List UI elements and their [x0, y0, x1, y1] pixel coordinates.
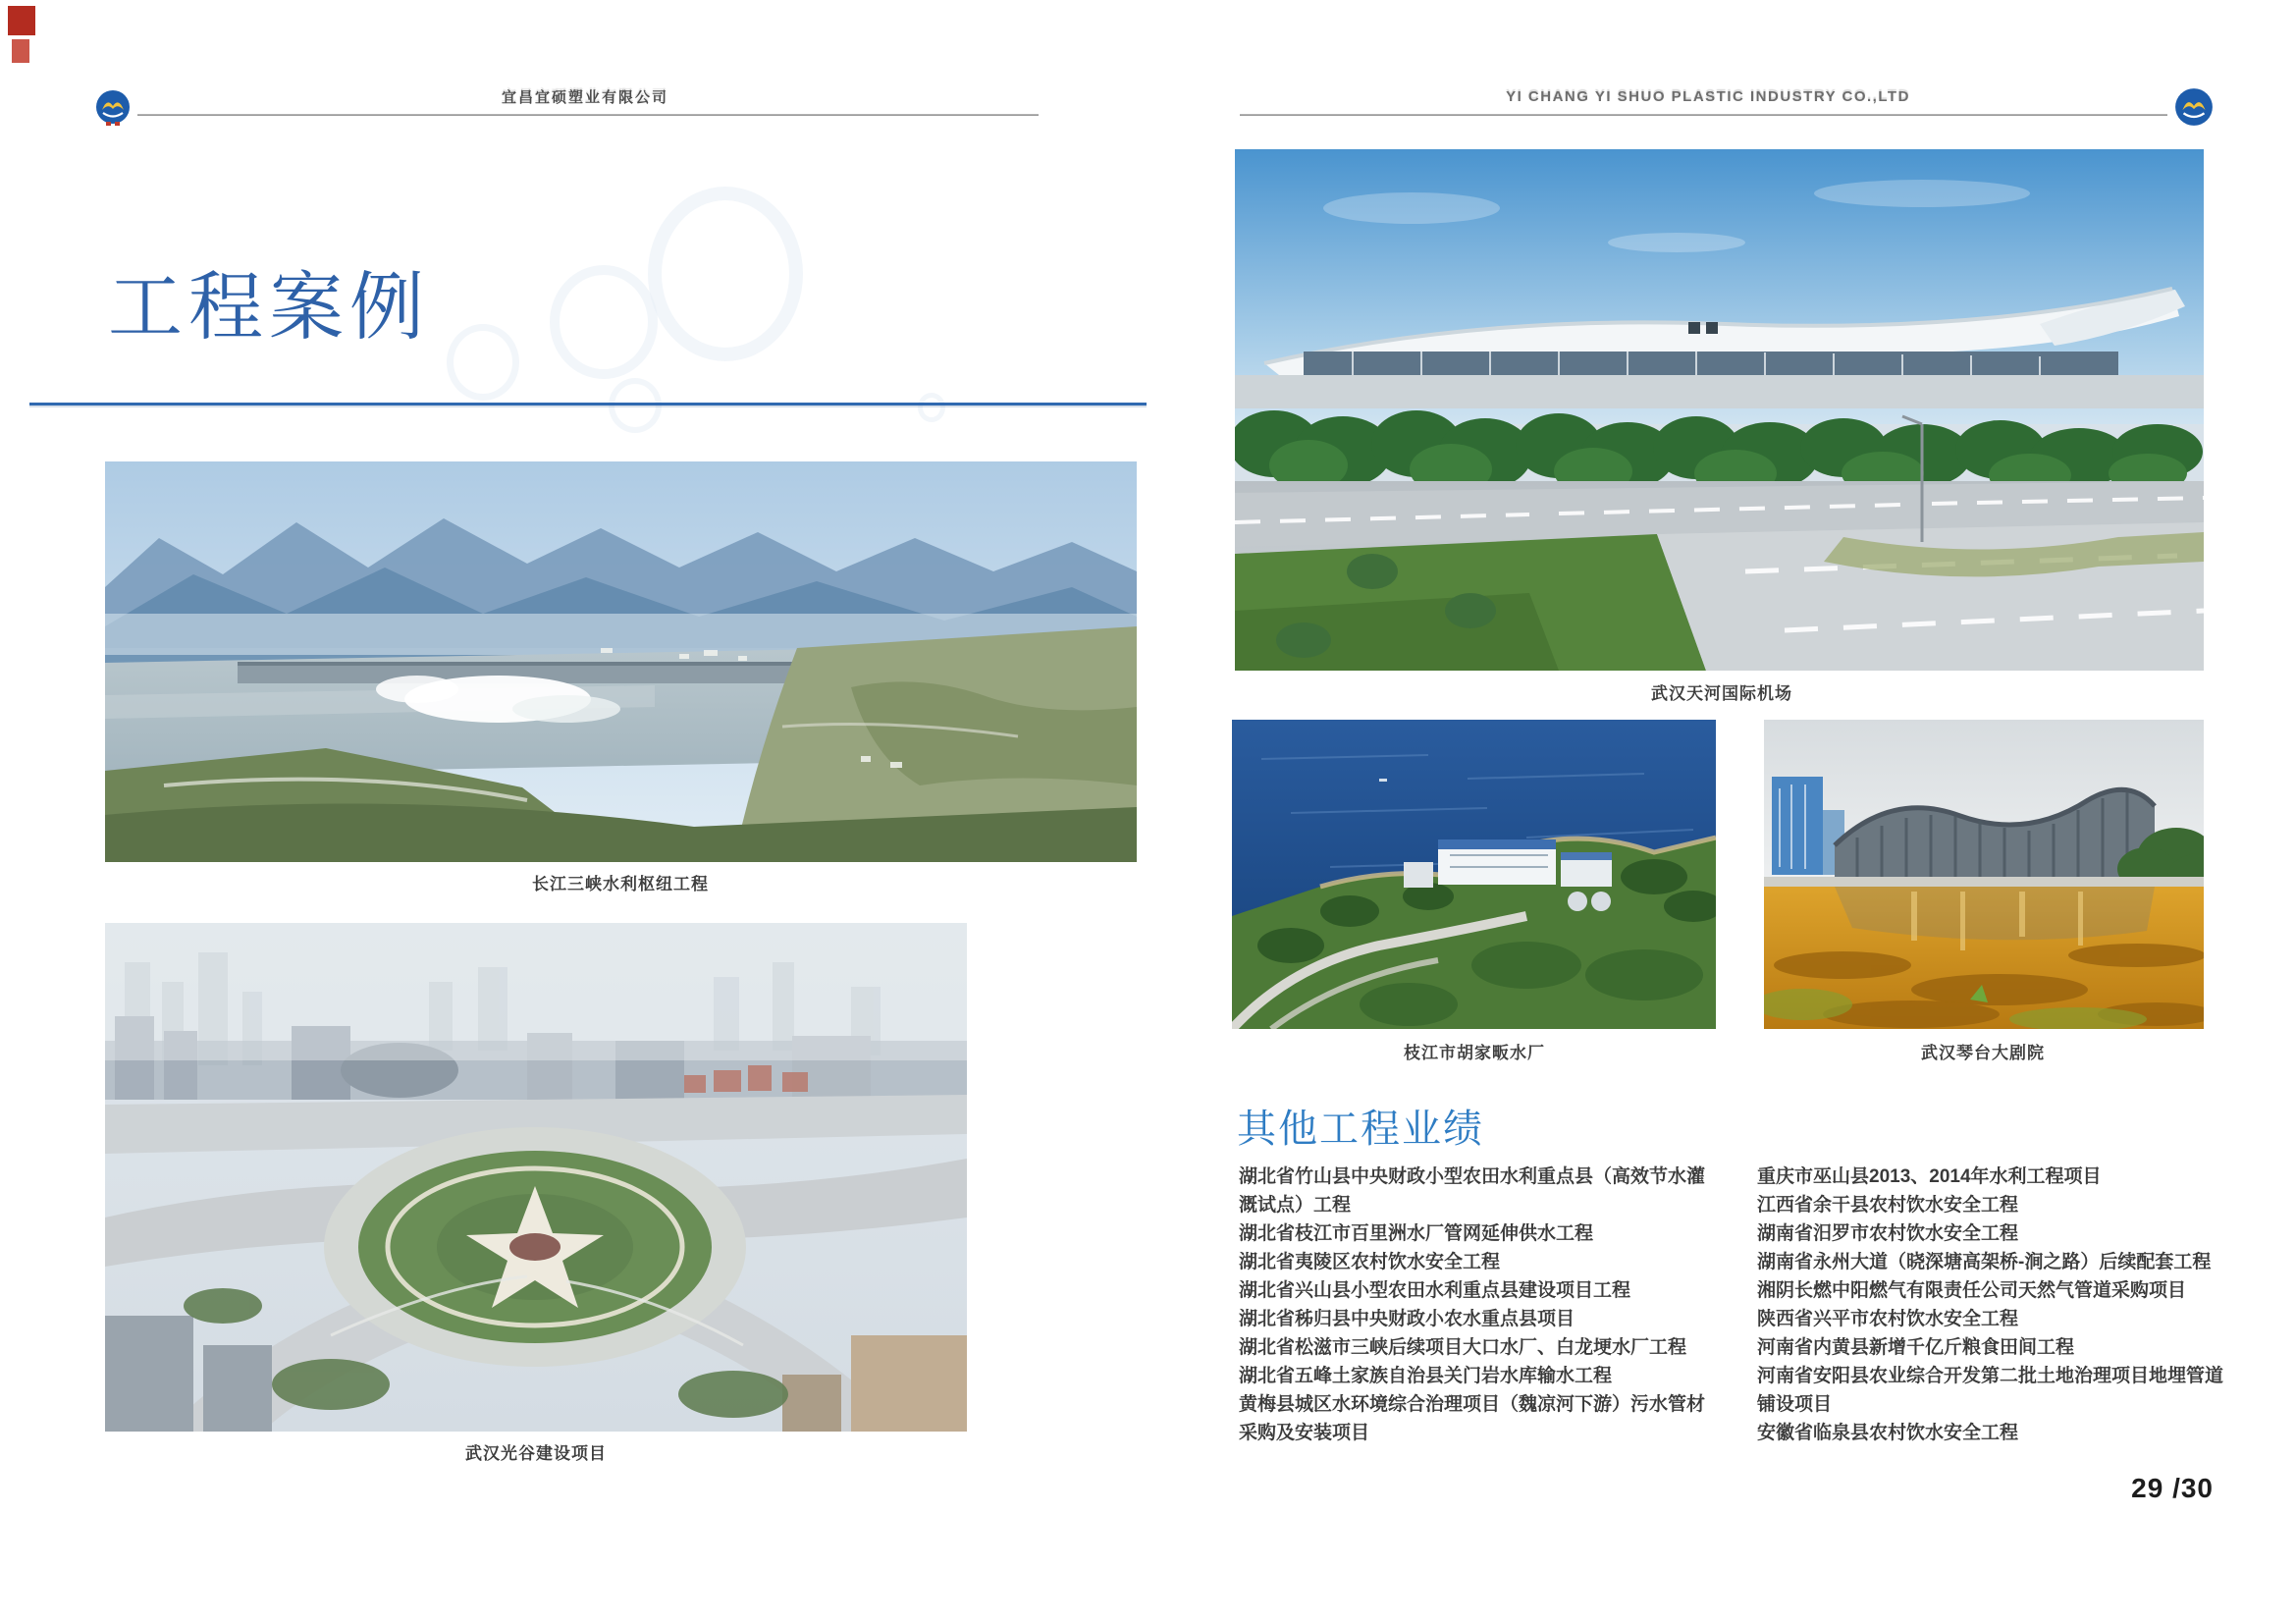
photo-tianhe-airport: [1235, 149, 2204, 671]
watermark-ring: [918, 393, 945, 422]
project-list-line: 黄梅县城区水环境综合治理项目（魏凉河下游）污水管材: [1239, 1394, 1706, 1415]
scan-artifact: [8, 6, 35, 35]
header-company-name-en: YI CHANG YI SHUO PLASTIC INDUSTRY CO.,LTD: [1506, 88, 1910, 105]
watermark-ring: [550, 265, 658, 379]
project-list-line: 溉试点）工程: [1239, 1195, 1352, 1216]
project-list-line: 湘阴长燃中阳燃气有限责任公司天然气管道采购项目: [1757, 1280, 2187, 1301]
project-list-line: 湖北省松滋市三峡后续项目大口水厂、白龙埂水厂工程: [1239, 1337, 1687, 1358]
section-title-other-achievements: 其他工程业绩: [1237, 1108, 1484, 1151]
project-list-line: 湖北省兴山县小型农田水利重点县建设项目工程: [1239, 1280, 1631, 1301]
photo-qintai-theatre-illustration: [1764, 720, 2204, 1029]
watermark-ring: [648, 187, 803, 361]
project-list-right-column: [1757, 1163, 2268, 1447]
caption-airport: 武汉天河国际机场: [1651, 684, 1792, 703]
project-list-line: 江西省余干县农村饮水安全工程: [1757, 1195, 2019, 1216]
photo-water-plant-illustration: [1232, 720, 1716, 1029]
project-list-left-column: [1239, 1163, 1749, 1447]
photo-tianhe-airport-illustration: [1235, 149, 2204, 671]
page-title: 工程案例: [108, 266, 430, 350]
company-logo-icon: [93, 88, 133, 128]
title-divider-line: [29, 403, 1147, 406]
caption-three-gorges: 长江三峡水利枢纽工程: [532, 875, 709, 893]
project-list-line: 湖北省夷陵区农村饮水安全工程: [1239, 1252, 1501, 1272]
project-list-line: 湖南省永州大道（晓深塘高架桥-涧之路）后续配套工程: [1757, 1252, 2212, 1272]
project-list-line: 铺设项目: [1757, 1394, 1833, 1415]
photo-optics-valley-illustration: [105, 923, 967, 1432]
project-list-line: 湖北省五峰土家族自治县关门岩水库输水工程: [1239, 1366, 1613, 1386]
project-list-line: 采购及安装项目: [1239, 1423, 1370, 1443]
photo-qintai-theatre: [1764, 720, 2204, 1029]
project-list-line: 河南省内黄县新增千亿斤粮食田间工程: [1757, 1337, 2075, 1358]
header-company-name-cn: 宜昌宜硕塑业有限公司: [501, 89, 668, 106]
project-list-line: 安徽省临泉县农村饮水安全工程: [1757, 1423, 2019, 1443]
watermark-ring: [609, 378, 662, 433]
scan-artifact: [12, 39, 29, 63]
project-list-line: 湖北省竹山县中央财政小型农田水利重点县（高效节水灌: [1239, 1166, 1706, 1187]
caption-theatre: 武汉琴台大剧院: [1921, 1044, 2045, 1062]
project-list-line: 陕西省兴平市农村饮水安全工程: [1757, 1309, 2019, 1329]
project-list-line: 湖北省秭归县中央财政小农水重点县项目: [1239, 1309, 1575, 1329]
project-list-line: 湖南省汨罗市农村饮水安全工程: [1757, 1223, 2019, 1244]
header-rule: [1240, 114, 2167, 116]
photo-three-gorges: [105, 461, 1137, 862]
photo-three-gorges-illustration: [105, 461, 1137, 862]
photo-water-plant: [1232, 720, 1716, 1029]
page-number: 29 /30: [2131, 1473, 2214, 1503]
caption-optics-valley: 武汉光谷建设项目: [465, 1444, 607, 1463]
company-logo-icon: [2173, 86, 2213, 126]
project-list-line: 河南省安阳县农业综合开发第二批土地治理项目地埋管道: [1757, 1366, 2224, 1386]
project-list-line: 重庆市巫山县2013、2014年水利工程项目: [1757, 1166, 2102, 1187]
header-rule: [137, 114, 1039, 116]
caption-water-plant: 枝江市胡家畈水厂: [1404, 1044, 1545, 1062]
project-list-line: 湖北省枝江市百里洲水厂管网延伸供水工程: [1239, 1223, 1594, 1244]
watermark-ring: [447, 324, 519, 401]
photo-optics-valley: [105, 923, 967, 1432]
